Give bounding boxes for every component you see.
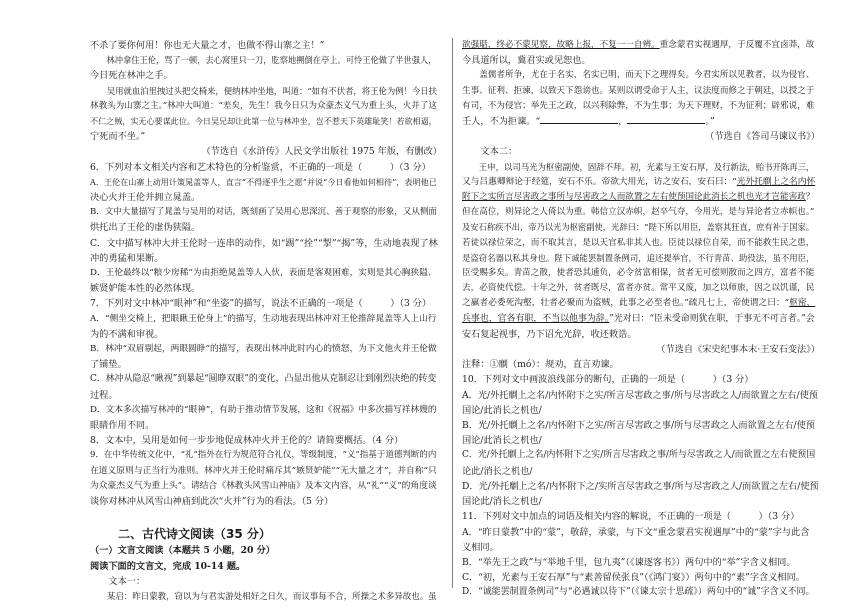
underlined-text: 兵事也，官各有职，不当以他事为辞。	[462, 313, 610, 324]
passage-line: 不仁之贼，实无心要谋此位。今日吴兄却让此第一位与林冲坐，岂不惹天下英雄耻笑！若欲相逼，	[90, 117, 437, 127]
question-10: 10．下列对文中画波浪线部分的断句，正确的一项是（ ）（3 分）	[462, 374, 754, 386]
wavy-underline-text: 附下之实所言尽害政之事所与尽害政之人而欲置之左右使预国论此消长之机也光才岂能害政	[462, 192, 806, 203]
passage-fragment: ，	[618, 116, 628, 128]
option-line: A．“侧坐交椅上，把眼瞅王伦身上”的描写，生动地表现出林冲对王伦推辞晁盖等人上山行	[90, 313, 437, 324]
option-line: 为的不满和审视。	[90, 328, 164, 340]
option-line: B．文中大量描写了晁盖与吴用的对话，既刻画了吴用心思深沉、善于观察的形象，又从侧面	[90, 207, 437, 218]
spacer	[90, 517, 442, 525]
option-line: 国论此/消长之机也/	[462, 496, 542, 508]
passage-line: 某启：昨日蒙教，窃以为与君实游处相好之日久，而议事每不合，所操之术多异故也。虽	[106, 590, 437, 601]
option-line: D．“诚能罢制置条例司”与“必遇诚以待下”（《谏太宗十思疏》）两句中的“诚”字含义不同。	[462, 587, 815, 598]
passage-line	[462, 312, 820, 327]
passage-line: 但在高位，则异论之人倚以为重。韩信立汉赤帜，赵卒气夺，今用光，是与异论者立赤帜也。”	[462, 207, 815, 218]
wavy-underline-text: 光外托劘上之名内怀	[736, 176, 816, 187]
passage-fragment: ”光对曰：“臣未受命则犹在职，于事无不可言者。”会	[609, 313, 815, 324]
passage-fragment: 之羸者必委死沟壑，壮者必聚而为盗贼，此事之必至者也。”疏凡七上，帝使谓之曰：“	[462, 298, 790, 309]
spacer	[90, 509, 442, 517]
passage-line	[462, 175, 820, 190]
fill-blank[interactable]	[627, 114, 705, 124]
passage-line: 安石复起视事，乃下诏允光辞，收还敕诰。	[462, 328, 637, 340]
wavy-underline-text: 欲强聒，终必不蒙见察，故略上报，不复一一自辨。	[462, 40, 660, 50]
passage-line: 若徒以禄位荣之，而不取其言，是以天官私非其人也。臣徒以禄位自荣，而不能救生民之患，	[462, 237, 815, 248]
option-line: D．光/外托劘上之名/内怀附下之/实所言尽害政之事/所与尽害政之人/而欲置之左右/使预	[462, 480, 819, 492]
question-11: 11．下列对文中加点的词语及相关内容的解说，不正确的一项是（ ）（3 分）	[462, 511, 800, 523]
option-line: C．“初，光素与王安石厚”与“素善留侯张良”（《鸿门宴》）两句中的“素”字含义相同。	[462, 572, 805, 584]
option-line: D．王伦最终以“粮少房稀”为由拒绝晁盖等人入伙，表面是客观困难，实则是其心胸狭隘、	[90, 268, 437, 279]
section-title: 二、古代诗文阅读（35 分）	[118, 527, 271, 542]
passage-fragment: 又与吕惠卿辩论于经筵，安石不乐。帝欲大用光，访之安石，安石曰：“	[462, 176, 737, 187]
passage-line: 今日死在林冲之手。	[90, 70, 173, 82]
option-line: C．文中描写林冲大并王伦时一连串的动作，如“踢”“拴”“掣”“揭”等，生动地表现了林	[90, 237, 438, 249]
passage-line: 去，必资使代偿。十年之外，贫者既尽，富者亦贫。常平又废，加之以师旅，因之以饥谨，民	[462, 283, 815, 294]
passage-fragment: ？	[805, 192, 815, 203]
passage-source: （节选自《水浒传》人民文学出版社 1975 年版，有删改）	[201, 146, 442, 158]
option-line: 嫉贤妒能本性的必然体现。	[90, 283, 201, 295]
passage-line: 林冲拿住王伦，骂了一顿，去心窝里只一刀，肐察地搠倒在亭上。可怜王伦做了半世强人，	[106, 55, 437, 66]
option-line: A．光/外托劘上之名/内怀附下之实/所言尽害政之事/所与尽害政之人/而欲置之左右/使预	[462, 389, 818, 401]
passage-line: 宁死而不坐。”	[90, 131, 146, 143]
option-line: 烘托出了王伦的虚伪狭隘。	[90, 222, 201, 234]
passage-line: 生事、征利、拒谏，以致天下怨谤也。某则以谓受命于人主，议法度而修之于朝廷，以授之于	[462, 85, 815, 96]
passage-line: 不杀了要你何用！你也无大量之才，也做不得山寨之主！”	[90, 40, 325, 51]
passage-line	[462, 38, 820, 53]
option-line: 义相同。	[462, 541, 499, 553]
fill-blank[interactable]	[540, 114, 618, 124]
option-line: 论此/消长之机也/	[462, 465, 533, 477]
text-label: 文本二：	[480, 146, 518, 158]
question-line: 为众豪杰义气为重上头”。请结合《林教头风雪山神庙》及本文内容，从“礼”“义”的角度谈	[90, 480, 437, 491]
option-line: A．“昨日蒙教”中的“蒙”，敬辞，承蒙，与下文“重念蒙君实视遇厚”中的“蒙”字与此含	[462, 526, 810, 538]
passage-line	[462, 190, 820, 205]
passage-fragment: 壬人，不为拒谏。“	[462, 116, 541, 128]
option-line: C．林冲从隐忍“瞅视”到暴起“圆睁双眼”的变化，凸显出他从克制忍让到刚烈决绝的转变	[90, 374, 437, 385]
passage-source: （节选自《宋史纪事本末·王安石变法》）	[656, 344, 820, 356]
option-line: B．林冲“双眉剔起，两眼圆睁”的描写，表现出林冲此时内心的愤怒，为下文他火并王伦做	[90, 344, 437, 355]
passage-line: 今具道所以，冀君实或见恕也。	[462, 55, 591, 67]
annotation-note: 注释：①劘（mó）：规劝，直言劝谏。	[462, 359, 619, 371]
text-label: 文本一：	[108, 575, 146, 587]
question-9: 9．在中华传统文化中，“礼”指外在行为规范符合礼仪，等级制度，“义”指基于道德判断的内	[90, 450, 437, 461]
option-line: 冲的勇猛和果断。	[90, 252, 164, 264]
passage-fragment: 重念蒙君实视遇厚，于反覆不宜卤莽，故	[659, 40, 815, 50]
question-line: 谈你对林冲从风雪山神庙到此次“火并”行为的看法。（5 分）	[90, 496, 334, 508]
option-line: A．王伦在山寨上动用计策晁盖等人，直言“不得逐乎生之愿”并说“今日看他如何相待”，表明他已	[90, 176, 437, 187]
reading-instruction: 阅读下面的文言文，完成 10-14 题。	[90, 560, 246, 572]
passage-line: 林教头为山寨之主。”林冲大叫道：“差矣，先生！我今日只为众豪杰义气为重上头，火并了这	[90, 100, 437, 111]
right-column	[462, 38, 820, 601]
passage-line: 是盗窃名器以私其身也。陛下诚能罢制置条例司，追还提举官，不行青苗、助役法，虽不用臣，	[462, 252, 815, 263]
passage-line: 王申，以司马光为枢密副使，固辞不拜。初，光素与王安石厚，及行新法，贻书开陈再三，	[478, 161, 815, 172]
passage-source: （节选自《答司马谏议书》）	[705, 131, 820, 143]
option-line: D．文本多次描写林冲的“眼神”，有助于推动情节发展，这和《祝福》中多次描写祥林嫂的	[90, 404, 437, 415]
passage-line: 及安石称疾不出，帝乃以光为枢密副使，光辞曰：“陛下所以用臣，盖察其狂直，庶有补于国家。	[462, 222, 815, 233]
question-6: 6．下列对本文相关内容和艺术特色的分析鉴赏，不正确的一项是（ ）（3 分）	[90, 161, 431, 173]
option-line: 眼睛作用不同。	[90, 420, 155, 432]
passage-line	[462, 114, 820, 129]
option-line: 国论/此消长之机也/	[462, 435, 542, 447]
question-line: 在道义原则与正当行为准则。林冲火并王伦时痛斥其“嫉贤妒能”“无大量之才”，并自称“只	[90, 465, 437, 476]
left-column	[90, 38, 442, 604]
passage-line: 吴用就血泊里拽过头把交椅来，便纳林冲坐地，叫道：“如有不伏者，将王伦为例！今日扶	[106, 85, 438, 96]
passage-line: 盖儒者所争，尤在于名实，名实已明，而天下之理得矣。今君实所以见教者，以为侵官、	[479, 70, 815, 81]
option-line: B．光/外托劘上之名/内怀附下之实/所言尽害政之事/所与尽害政之人而欲置之左右/使预	[462, 420, 815, 432]
question-8: 8．文本中，吴用是如何一步步地促成林冲火并王伦的？请简要概括。（4 分）	[90, 435, 404, 447]
subsection-title: （一）文言文阅读（本题共 5 小题，20 分）	[90, 545, 275, 557]
option-line: 国论/此消长之机也/	[462, 404, 542, 416]
option-line: 过程。	[90, 389, 118, 401]
passage-line	[462, 296, 820, 311]
option-line: B．“举先王之政”与“举地千里，包九夷”（《谏逐客书》）两句中的“举”字含义相同。	[462, 556, 796, 568]
option-line: C．光/外托劘上之名/内怀附下之实/所言尽害政之事/所与尽害政之人/而欲置之左右使预国	[462, 450, 816, 461]
passage-line: 臣受赐多矣。青苗之散，使者恐其逋负，必令贫富相保，贫者无可偿则散而之四方，富者不能	[462, 268, 815, 279]
passage-fragment: 。”	[705, 116, 715, 128]
option-line: 决心火并王伦并拥立晁盖。	[90, 192, 201, 204]
option-line: 了铺垫。	[90, 359, 127, 371]
column-divider	[452, 38, 453, 588]
underlined-text: 枢密，	[789, 298, 816, 309]
passage-line: 有司，不为侵官；举先王之政，以兴利除弊，不为生事；为天下理财，不为征利；辟邪说，难	[462, 100, 815, 111]
question-7: 7．下列对文中林冲“眼神”和“坐姿”的描写，说法不正确的一项是（ ）（3 分）	[90, 298, 432, 310]
